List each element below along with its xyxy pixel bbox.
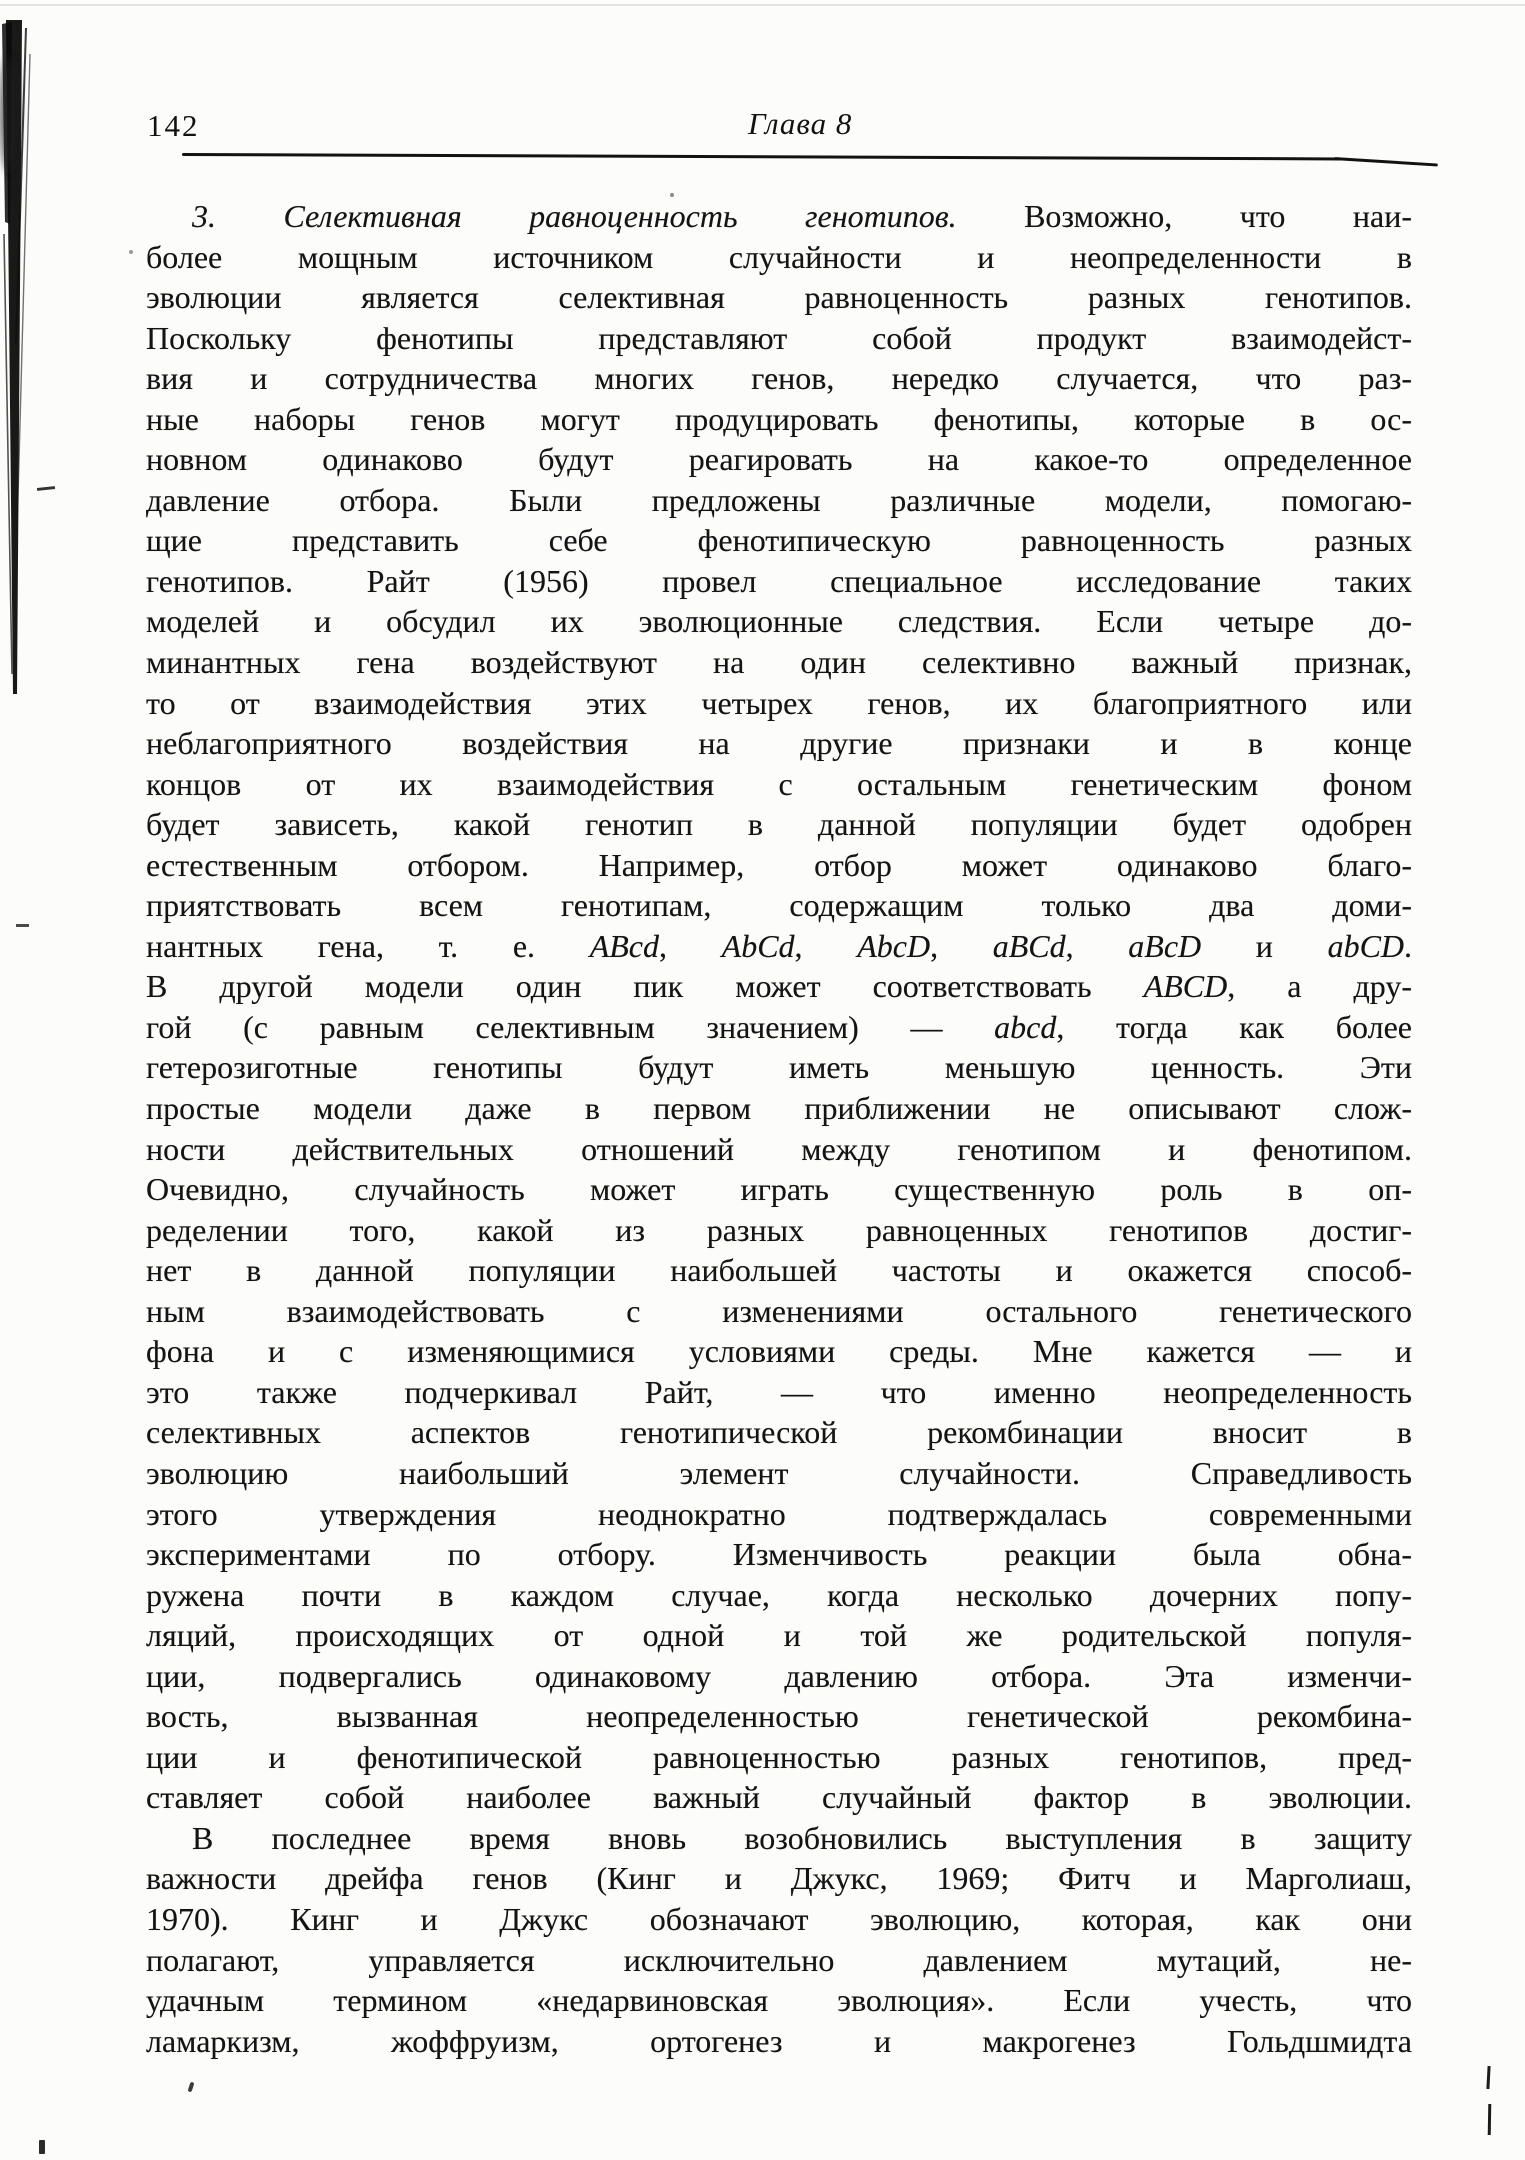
scan-speck	[129, 250, 133, 254]
text-line: гой (с равным селективным значением) — abcd, тогда как более	[146, 1008, 1412, 1045]
text-line: будет зависеть, какой генотип в данной популяции будет одобрен	[146, 806, 1412, 843]
text-line: фона и с изменяющимися условиями среды. Мне кажется — и	[146, 1333, 1412, 1370]
text-line: ности действительных отношений между генотипом и фенотипом.	[146, 1130, 1412, 1167]
text-line: ределении того, какой из разных равноценных генотипов достиг-	[146, 1211, 1412, 1248]
text-line: генотипов. Райт (1956) провел специальное исследование таких	[146, 562, 1412, 599]
text-line: Поскольку фенотипы представляют собой продукт взаимодейст-	[146, 319, 1412, 356]
text-line: вость, вызванная неопределенностью генетической рекомбина-	[146, 1698, 1412, 1735]
text-line: экспериментами по отбору. Изменчивость реакции была обна-	[146, 1536, 1412, 1573]
text-line: ные наборы генов могут продуцировать фенотипы, которые в ос-	[146, 400, 1412, 437]
text-line: ции и фенотипической равноценностью разных генотипов, пред-	[146, 1738, 1412, 1775]
scan-speck	[39, 2140, 45, 2154]
text-line: этого утверждения неоднократно подтверждалась современными	[146, 1495, 1412, 1532]
text-line: эволюции является селективная равноценность разных генотипов.	[146, 279, 1412, 316]
text-line: ламаркизм, жоффруизм, ортогенез и макрогенез Гольдшмидта	[146, 2022, 1412, 2059]
text-line: естественным отбором. Например, отбор может одинаково благо-	[146, 846, 1412, 883]
text-line: эволюцию наибольший элемент случайности. Справедливость	[146, 1454, 1412, 1491]
text-line: давление отбора. Были предложены различные модели, помогаю-	[146, 481, 1412, 518]
text-line: В другой модели один пик может соответствовать ABCD, а дру-	[146, 968, 1412, 1005]
text-line: приятствовать всем генотипам, содержащим только два доми-	[146, 887, 1412, 924]
text-line: ставляет собой наиболее важный случайный фактор в эволюции.	[146, 1779, 1412, 1816]
text-line: селективных аспектов генотипической рекомбинации вносит в	[146, 1414, 1412, 1451]
text-line: важности дрейфа генов (Кинг и Джукс, 1969; Фитч и Марголиаш,	[146, 1860, 1412, 1897]
scan-speck	[37, 486, 55, 491]
text-line: это также подчеркивал Райт, — что именно неопределенность	[146, 1373, 1412, 1410]
text-line: нантных гена, т. е. ABcd, AbCd, AbcD, aBCd, aBcD и abCD.	[146, 927, 1412, 964]
text-line: нет в данной популяции наибольшей частоты и окажется способ-	[146, 1252, 1412, 1289]
text-line: ружена почти в каждом случае, когда несколько дочерних попу-	[146, 1576, 1412, 1613]
text-line: более мощным источником случайности и неопределенности в	[146, 238, 1412, 275]
text-line: полагают, управляется исключительно давлением мутаций, не-	[146, 1941, 1412, 1978]
text-line: В последнее время вновь возобновились выступления в защиту	[192, 1819, 1412, 1856]
scan-speck	[188, 2082, 195, 2093]
text-line: то от взаимодействия этих четырех генов, их благоприятного или	[146, 684, 1412, 721]
text-line: гетерозиготные генотипы будут иметь меньшую ценность. Эти	[146, 1049, 1412, 1086]
text-line: Очевидно, случайность может играть существенную роль в оп-	[146, 1171, 1412, 1208]
text-line: ции, подвергались одинаковому давлению отбора. Эта изменчи-	[146, 1657, 1412, 1694]
text-line: минантных гена воздействуют на один селективно важный признак,	[146, 644, 1412, 681]
chapter-header: Глава 8	[748, 106, 853, 141]
scan-speck	[1486, 2066, 1490, 2089]
text-line: новном одинаково будут реагировать на какое-то определенное	[146, 441, 1412, 478]
text-line: 3. Селективная равноценность генотипов. Возможно, что наи-	[192, 198, 1412, 234]
header-rule-end	[1334, 157, 1438, 167]
text-line: моделей и обсудил их эволюционные следствия. Если четыре до-	[146, 603, 1412, 640]
text-line: неблагоприятного воздействия на другие признаки и в конце	[146, 725, 1412, 762]
page-number: 142	[147, 108, 200, 143]
text-line: простые модели даже в первом приближении не описывают слож-	[146, 1090, 1412, 1127]
text-column	[146, 196, 1412, 2061]
text-line: концов от их взаимодействия с остальным генетическим фоном	[146, 765, 1412, 802]
scan-speck	[16, 924, 29, 927]
text-line: 1970). Кинг и Джукс обозначают эволюцию, которая, как они	[146, 1900, 1412, 1937]
header-rule	[182, 153, 1342, 161]
text-line: вия и сотрудничества многих генов, нередко случается, что раз-	[146, 360, 1412, 397]
text-line: удачным термином «недарвиновская эволюция». Если учесть, что	[146, 1982, 1412, 2019]
scan-speck	[1488, 2104, 1491, 2135]
scan-top-edge-artifact	[0, 4, 1525, 6]
scan-binding-artifact	[0, 14, 46, 694]
text-line: ляций, происходящих от одной и той же родительской популя-	[146, 1617, 1412, 1654]
text-line: ным взаимодействовать с изменениями остального генетического	[146, 1292, 1412, 1329]
text-line: щие представить себе фенотипическую равноценность разных	[146, 522, 1412, 559]
